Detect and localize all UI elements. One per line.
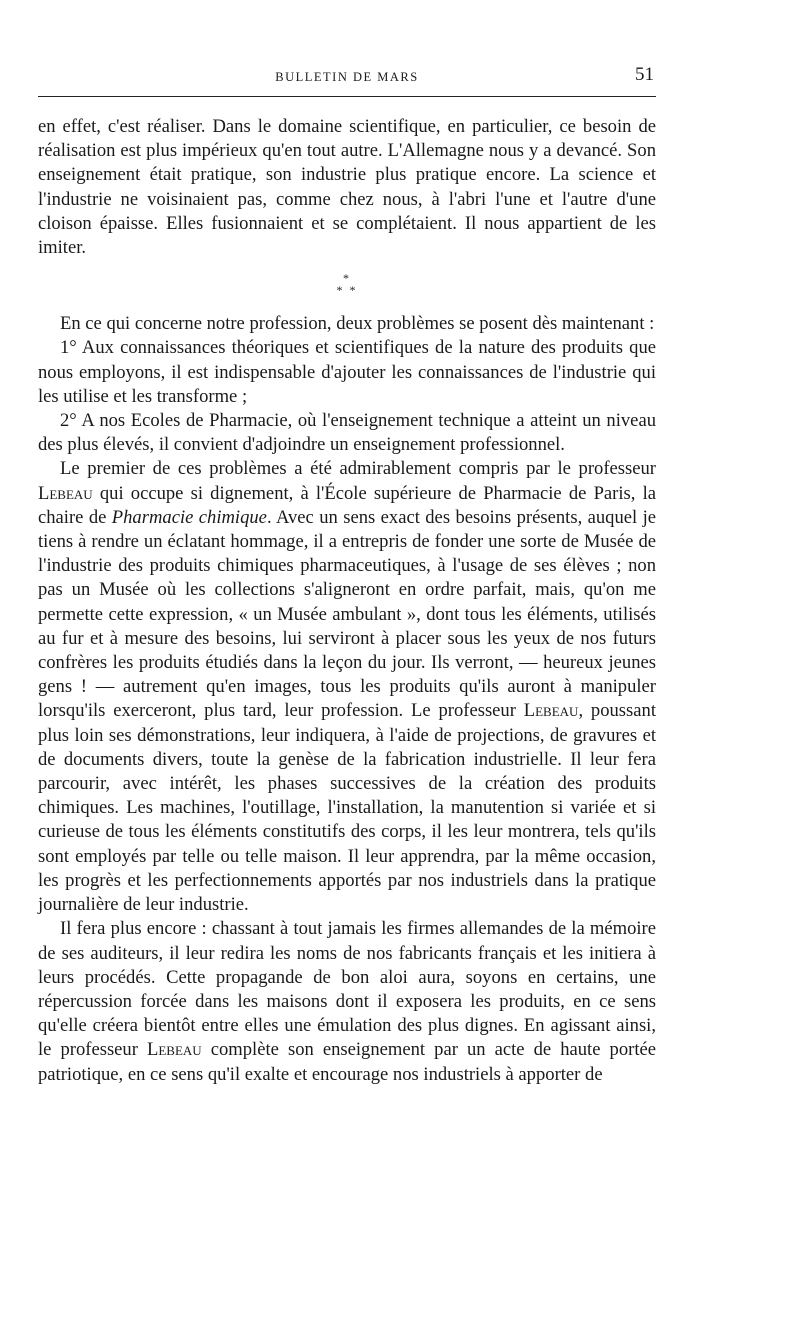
- paragraph-4: 2° A nos Ecoles de Pharmacie, où l'enseignement technique a atteint un niveau des plus élevés, il convient d'adjoindre un enseignement professionnel.: [38, 410, 656, 456]
- paragraph-2: En ce qui concerne notre profession, deux problèmes se posent dès maintenant :: [60, 313, 655, 335]
- body-text: [38, 115, 656, 1087]
- asterism: [38, 272, 656, 296]
- professor-name: Lebeau: [523, 700, 579, 722]
- p5-text-a: Le premier de ces problèmes a été admirablement compris par le professeur: [60, 458, 656, 480]
- paragraph-3: 1° Aux connaissances théoriques et scientifiques de la nature des produits que nous employons, il est indispensable d'ajouter les connaissances de l'industrie qui les utilise et les transforme ;: [38, 337, 656, 407]
- asterism-top: *: [343, 271, 351, 286]
- professor-name: Lebeau: [38, 482, 93, 504]
- p5-text-b: qui occupe si dignement, à l'École supérieure de Pharmacie de Paris, la chaire de: [38, 482, 656, 528]
- page-header: [38, 60, 656, 97]
- professor-name: Lebeau: [147, 1039, 202, 1061]
- asterism-bottom: * *: [336, 283, 358, 298]
- p5-text-c: . Avec un sens exact des besoins présents, auquel je tiens à rendre un éclatant hommage, il a entrepris de fonder une sorte de Musée de l'industrie des produits chimiques pharmaceutiques, à l'usage de ses élèves ; non pas un Musée où les collections s'aligneront en ordre parfait, mais, qu'on me permette cette expression, « un Musée ambulant », dont tous les éléments, utilisés au fur et à mesure des besoins, lui serviront à placer sous les yeux de nos futurs confrères les produits étudiés dans la leçon du jour. Ils verront, — heureux jeunes gens ! — autrement qu'en images, tous les produits qu'ils auront à manipuler lorsqu'ils exerceront, plus tard, leur profession. Le professeur: [38, 506, 657, 722]
- page-number: 51: [635, 64, 654, 85]
- p6-text-b: complète son enseignement par un acte de haute portée patriotique, en ce sens qu'il exalte et encourage nos industriels à apporter de: [38, 1039, 656, 1085]
- chair-name: Pharmacie chimique: [111, 506, 267, 528]
- book-page: [38, 60, 656, 1087]
- running-title: BULLETIN DE MARS: [275, 70, 419, 84]
- paragraph-1: en effet, c'est réaliser. Dans le domaine scientifique, en particulier, ce besoin de réalisation est plus impérieux qu'en tout autre. L'Allemagne nous y a devancé. Son enseignement était pratique, son industrie plus pratique encore. La science et l'industrie ne voisinaient pas, comme chez nous, à l'abri l'une et l'autre d'une cloison épaisse. Elles fusionnaient et se complétaient. Il nous appartient de les imiter.: [38, 116, 656, 259]
- p5-text-d: , poussant plus loin ses démonstrations, leur indiquera, à l'aide de projections, de gravures et de documents divers, toute la genèse de la fabrication industrielle. Il leur fera parcourir, avec intérêt, les phases successives de la création des produits chimiques. Les machines, l'outillage, l'installation, la manutention si variée et si curieuse de tous les éléments constitutifs des corps, il les leur montrera, tels qu'ils sont employés par telle ou telle maison. Il leur apprendra, par la même occasion, les progrès et les perfectionnements apportés par nos industriels dans la pratique journalière de leur industrie.: [38, 700, 656, 916]
- paragraph-5: [38, 457, 656, 917]
- p6-text-a: Il fera plus encore : chassant à tout jamais les firmes allemandes de la mémoire de ses auditeurs, il leur redira les noms de nos fabricants français et les initiera à leurs procédés. Cette propagande de bon aloi aura, soyons en certains, une répercussion forcée dans les maisons dont il exposera les produits, en ce sens qu'elle créera bientôt entre elles une émulation des plus dignes. En agissant ainsi, le professeur: [38, 918, 656, 1061]
- paragraph-6: [38, 917, 656, 1086]
